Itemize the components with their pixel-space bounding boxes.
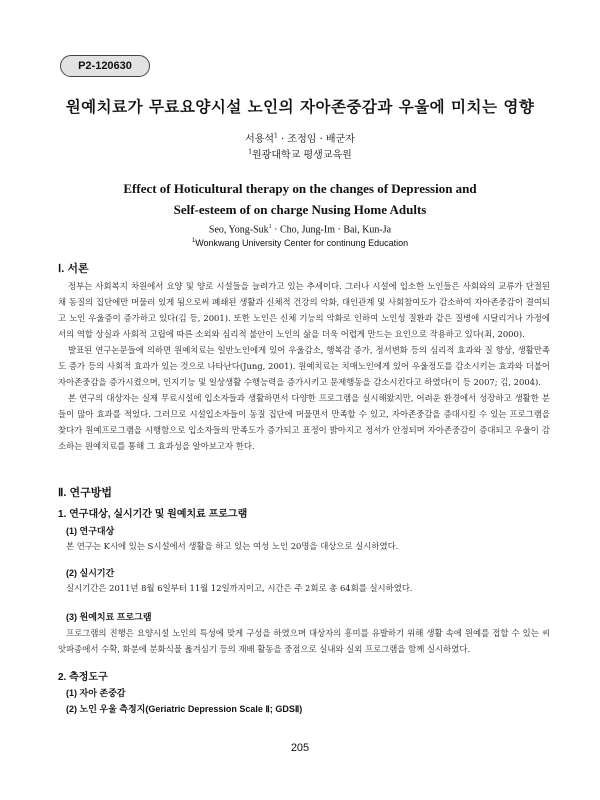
title-korean: 원예치료가 무료요양시설 노인의 자아존중감과 우울에 미치는 영향 (65, 97, 535, 116)
item-heading-period: (2) 실시기간 (66, 568, 115, 578)
affiliation-korean (0, 146, 600, 161)
page-number: 205 (290, 742, 310, 754)
affiliation-text-en: Wonkwang University Center for continung Education (195, 238, 409, 248)
author-superscript-en: 1 (268, 224, 272, 230)
tool-depression-scale: (2) 노인 우울 측정지(Geriatric Depression Scale Ⅱ; GDSⅡ) (66, 704, 303, 714)
section-heading-introduction: Ⅰ. 서론 (58, 263, 89, 275)
author-first-en: Seo, Yong-Suk (208, 224, 269, 236)
subsection-heading-1: 1. 연구대상, 실시기간 및 원예치료 프로그램 (58, 509, 248, 520)
authors-rest: · 조정임 · 배군자 (277, 134, 355, 145)
author-superscript: 1 (274, 132, 278, 140)
affiliation-superscript: 1 (248, 148, 253, 156)
affiliation-text: 원광대학교 평생교육원 (252, 150, 352, 161)
title-english-line2: Self-esteem of on charge Nusing Home Adults (173, 202, 427, 217)
intro-paragraph-2: 발표된 연구논문들에 의하면 원예치료는 일반노인에게 있어 우울감소, 행복감 증가, 정서변화 등의 심리적 효과와 질 향상, 생활만족도 증가 등의 사회적 효과가 있는 것으로 나타난다(Jung, 2001). 원예치료는 치매노인에게 있어 우울정도를 감소시키는 효과와 더불어 자아존중감을 증가시켰으며, 인지기능 및 일상생활 수행능력을 증가시키고 문제행동을 감소시킨다고 하였다(이 등 2007; 김, 2004). (58, 345, 550, 387)
item-text-subjects: 본 연구는 K시에 있는 S시설에서 생활을 하고 있는 여성 노인 20명을 대상으로 실시하였다. (66, 541, 399, 551)
title-english-line1: Effect of Hoticultural therapy on the changes of Depression and (123, 181, 477, 196)
intro-paragraph-1: 정부는 사회복지 차원에서 요양 및 양로 시설들을 늘려가고 있는 추세이다. 그러나 시설에 입소한 노인들은 사회와의 교류가 단절된 채 동질의 집단에만 머물러 있게 됨으로써 폐쇄된 생활과 신체적 건강의 악화, 대인관계 및 사회참여도가 감소하여 자아존중감이 결여되고 노인 우울증이 증가하고 있다(김 등, 2001). 또한 노인은 신체 기능의 악화로 인하여 노인성 질환과 같은 질병에 시달리거나 가정에서의 역할 상실과 사회적 고립에 따른 소외와 심리적 불안이 노인의 삶을 더욱 어렵게 만드는 요인으로 작용하고 있다(최, 2000). (58, 281, 550, 339)
title-english (0, 178, 600, 220)
tool-self-esteem: (1) 자아 존중감 (66, 688, 126, 698)
poster-id-badge: P2-120630 (60, 55, 150, 77)
subsection-heading-2: 2. 측정도구 (58, 672, 108, 683)
item-heading-program: (3) 원예치료 프로그램 (66, 612, 152, 622)
item-text-period: 실시기간은 2011년 8월 6일부터 11월 12일까지이고, 시간은 주 2회로 총 64회를 실시하였다. (66, 583, 413, 593)
affiliation-english (0, 238, 600, 248)
section-heading-methods: Ⅱ. 연구방법 (58, 487, 113, 499)
affiliation-superscript-en: 1 (191, 238, 196, 244)
item-heading-subjects: (1) 연구대상 (66, 526, 115, 536)
authors-english (0, 224, 600, 235)
authors-rest-en: · Cho, Jung-Im · Bai, Kun-Ja (271, 224, 392, 236)
intro-paragraph-3: 본 연구의 대상자는 실제 무료시설에 입소자들과 생활하면서 다양한 프로그램을 실시해왔지만, 어려운 환경에서 성장하고 생활한 분들이 많아 효과를 적었다. 그러므로 시설입소자들이 동질 집단에 머물면서 만족할 수 있고, 자아존중감을 증대시킬 수 있는 프로그램을 찾다가 원예프로그램을 시행함으로 입소자들의 만족도가 증가되고 표정이 밝아지고 정서가 안정되며 자아존중감이 증대되고 우울이 감소하는 원예치료를 통해 그 효과성을 알아보고자 한다. (58, 393, 550, 451)
author-first: 서용석 (245, 134, 275, 145)
item-text-program: 프로그램의 진행은 요양시설 노인의 특성에 맞게 구성을 하였으며 대상자의 흥미를 유발하기 위해 생활 속에 원예를 접할 수 있는 씨앗파종에서 수확, 화분에 분화식물 옮겨심기 등의 재배 활동을 중점으로 실내와 실외 프로그램을 함께 실시하였다. (58, 628, 550, 654)
authors-korean (0, 130, 600, 145)
